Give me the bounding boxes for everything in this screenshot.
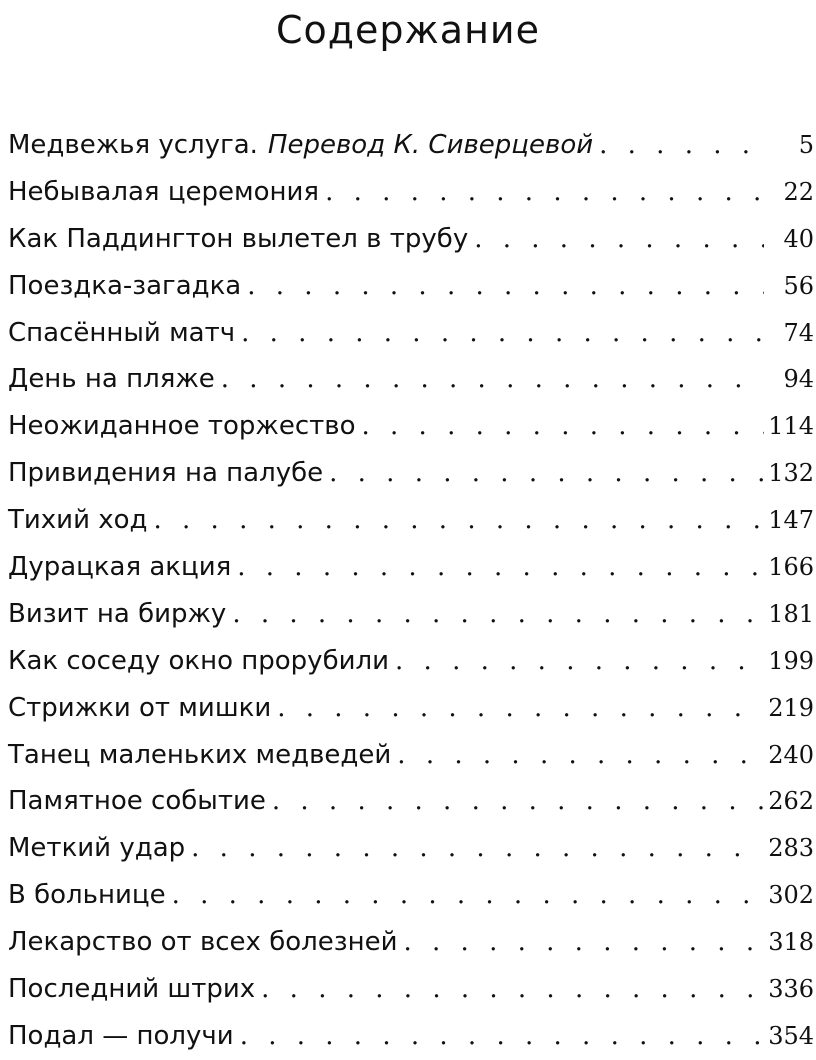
toc-entry-title: Небывалая церемония — [8, 176, 320, 207]
toc-entry — [8, 544, 814, 591]
toc-entry-page: 74 — [783, 318, 814, 347]
toc-entry — [8, 732, 814, 779]
toc-entry — [8, 1013, 814, 1060]
toc-entry-page: 147 — [768, 506, 814, 535]
toc-entry-page: 336 — [768, 975, 814, 1004]
toc-entry-title: Меткий удар — [8, 833, 186, 864]
toc-entry — [8, 263, 814, 310]
dot-leader — [593, 122, 764, 169]
toc-entry-title: Стрижки от мишки — [8, 692, 272, 723]
toc-entry-title: Неожиданное торжество — [8, 411, 356, 442]
toc-entry — [8, 778, 814, 825]
dot-leader — [148, 497, 765, 544]
toc-entry-title: Привидения на палубе — [8, 458, 324, 489]
dot-leader — [319, 169, 764, 216]
toc-entry — [8, 356, 814, 403]
toc-entry-page: 302 — [768, 881, 814, 910]
dot-leader — [241, 263, 764, 310]
toc-entry-title: Как соседу окно прорубили — [8, 645, 390, 676]
toc-entry-page: 22 — [783, 177, 814, 206]
toc-entry-title: Спасённый матч — [8, 317, 236, 348]
toc-entry-title: Визит на биржу — [8, 598, 227, 629]
toc-entry-title: Как Паддингтон вылетел в трубу — [8, 223, 469, 254]
toc-entry — [8, 122, 814, 169]
toc-entry-page: 132 — [768, 459, 814, 488]
toc-entry-page: 94 — [783, 365, 814, 394]
toc-entry-title: Тихий ход — [8, 505, 148, 536]
toc-entry-page: 219 — [768, 693, 814, 722]
dot-leader — [235, 310, 764, 357]
page-title: Содержание — [276, 8, 540, 52]
toc-entry-page: 283 — [768, 834, 814, 863]
dot-leader — [391, 732, 764, 779]
dot-leader — [389, 638, 764, 685]
toc-entry — [8, 403, 814, 450]
dot-leader — [231, 544, 764, 591]
toc-entry — [8, 169, 814, 216]
table-of-contents — [8, 122, 814, 1060]
toc-entry-translator: Перевод К. Сиверцевой — [267, 130, 594, 160]
toc-entry — [8, 685, 814, 732]
toc-entry — [8, 825, 814, 872]
toc-entry — [8, 966, 814, 1013]
toc-entry-title: Танец маленьких медведей — [8, 739, 392, 770]
toc-entry-page: 199 — [768, 646, 814, 675]
toc-entry-page: 114 — [768, 412, 814, 441]
dot-leader — [468, 216, 764, 263]
dot-leader — [323, 450, 764, 497]
toc-entry-title: Дурацкая акция — [8, 552, 232, 583]
toc-entry-title: В больнице — [8, 880, 166, 911]
toc-entry-title: Медвежья услуга. Перевод К. Сиверцевой — [8, 130, 594, 160]
dot-leader — [185, 825, 764, 872]
toc-entry — [8, 919, 814, 966]
dot-leader — [166, 872, 764, 919]
toc-entry-page: 262 — [768, 787, 814, 816]
toc-entry-page: 40 — [783, 224, 814, 253]
toc-entry — [8, 872, 814, 919]
toc-entry-title: Лекарство от всех болезней — [8, 927, 398, 958]
dot-leader — [215, 356, 764, 403]
toc-entry-title: Последний штрих — [8, 974, 256, 1005]
toc-entry-page: 318 — [768, 928, 814, 957]
dot-leader — [356, 403, 765, 450]
toc-entry-page: 5 — [798, 131, 814, 159]
dot-leader — [397, 919, 764, 966]
toc-entry — [8, 591, 814, 638]
toc-entry — [8, 638, 814, 685]
dot-leader — [226, 591, 764, 638]
toc-entry-page: 240 — [768, 740, 814, 769]
toc-entry-page: 181 — [768, 599, 814, 628]
toc-entry-title: Поездка-загадка — [8, 270, 242, 301]
toc-entry — [8, 310, 814, 357]
toc-entry — [8, 497, 814, 544]
toc-entry-title: Подал — получи — [8, 1020, 234, 1051]
toc-entry-title: Памятное событие — [8, 786, 266, 817]
toc-entry — [8, 450, 814, 497]
toc-entry-page: 166 — [768, 553, 814, 582]
toc-entry-title: День на пляже — [8, 364, 215, 395]
toc-entry-page: 354 — [768, 1021, 814, 1050]
dot-leader — [266, 778, 764, 825]
toc-entry-page: 56 — [783, 271, 814, 300]
toc-entry — [8, 216, 814, 263]
dot-leader — [271, 685, 764, 732]
dot-leader — [255, 966, 764, 1013]
dot-leader — [234, 1013, 764, 1060]
